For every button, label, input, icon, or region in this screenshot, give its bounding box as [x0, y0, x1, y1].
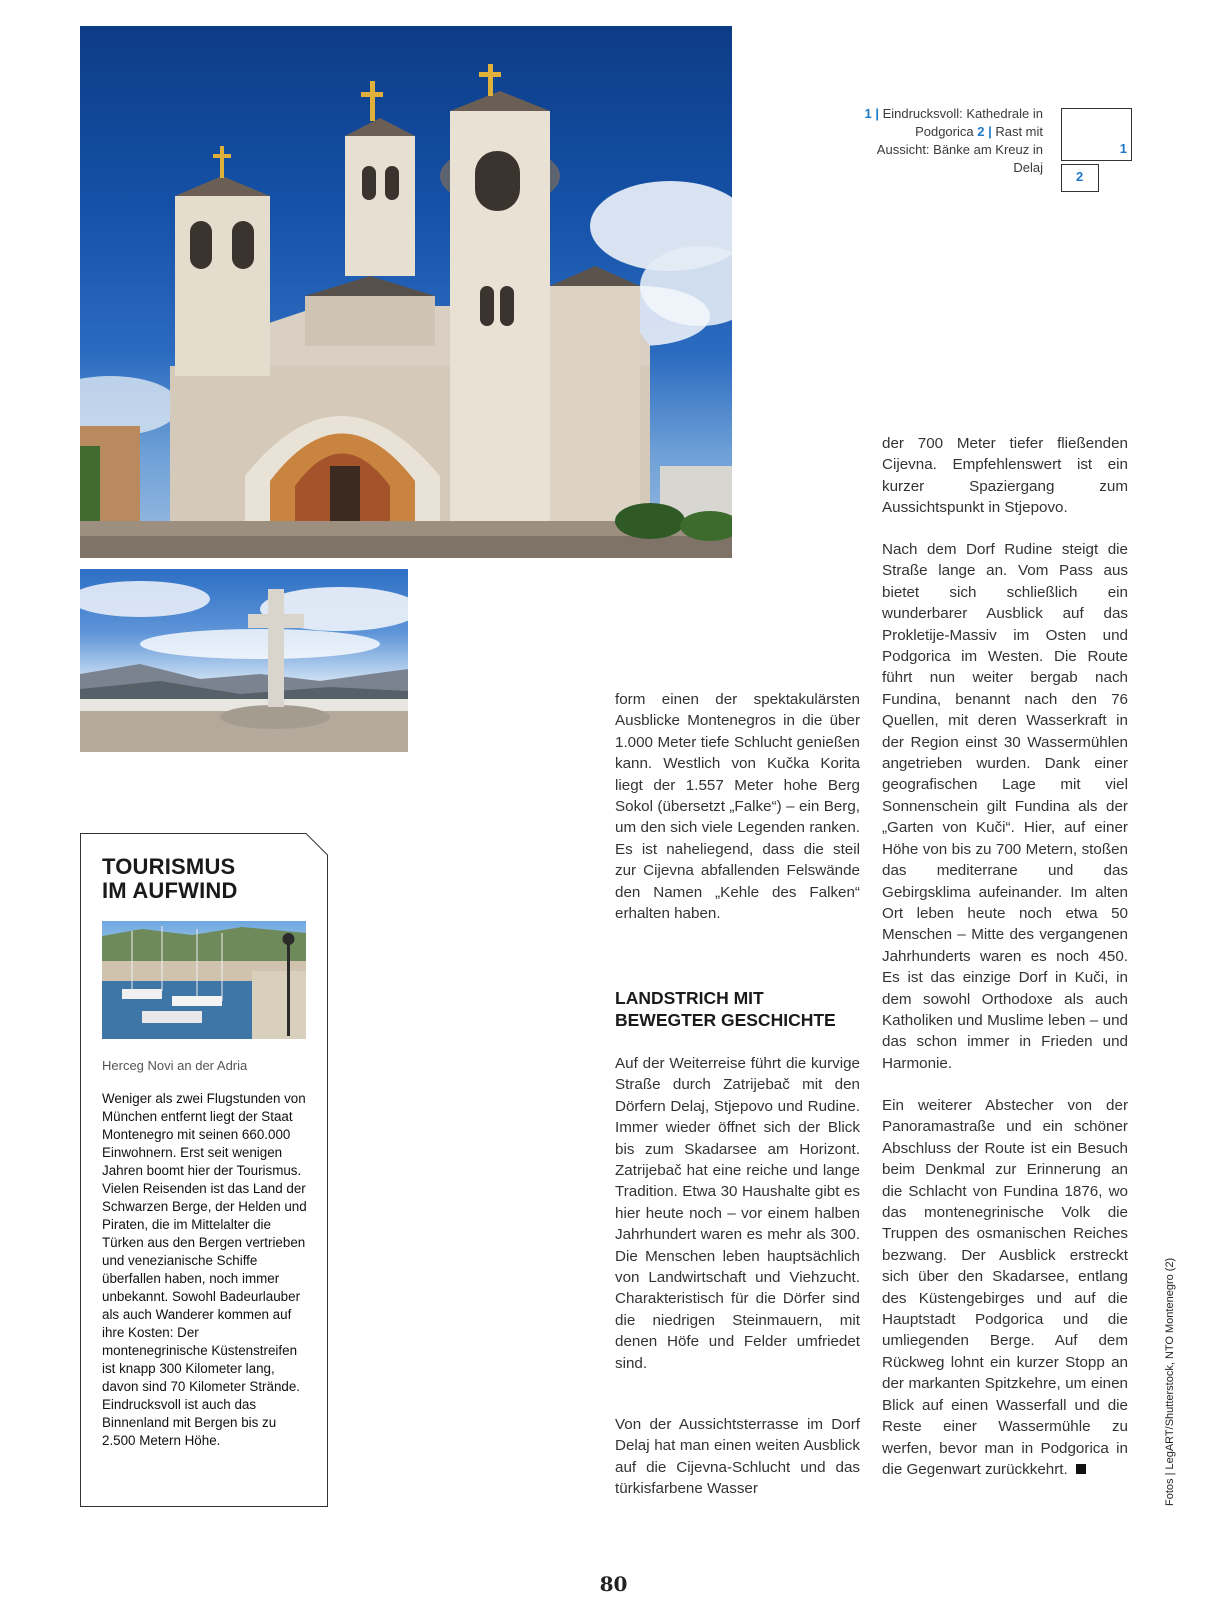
- caption-number-2: 2: [977, 124, 985, 139]
- harbour-photo: [102, 921, 306, 1039]
- right-column-paragraph-3-text: Ein weiterer Abstecher von der Panoramastraße und ein schöner Abschluss der Route ist ein Besuch beim Denkmal zur Erinnerung an die Schlacht von Fundina 1876, wo das montenegrinische Volk die Truppen des osmanischen Reiches bezwang. Der Ausblick erstreckt sich über den Skadarsee, entlang des Küstengebirges und auf die Hauptstadt Podgorica und die umliegenden Berge. Auf dem Rückweg lohnt ein kurzer Stopp an der markanten Spitzkehre, um einen Blick auf einen Wasserfall und die Reste einer Wassermühle zu werfen, bevor man in Podgorica in die Gegenwart zurückkehrt.: [882, 1097, 1128, 1478]
- legend-box-1: [1061, 108, 1132, 161]
- cross-photo: [80, 569, 408, 752]
- caption-separator-2: |: [984, 124, 996, 139]
- caption-number-1: 1: [864, 106, 872, 121]
- photo-credit: Fotos | LegART/Shutterstock, NTO Montenegro (2): [1164, 1257, 1176, 1506]
- legend-label-1: 1: [1119, 141, 1127, 156]
- photo-caption: [860, 105, 1043, 177]
- right-column-paragraph-2: Nach dem Dorf Rudine steigt die Straße lange an. Vom Pass aus bietet sich schließlich ein wunderbarer Ausblick auf das Prokletije-Massiv im Osten und Podgorica im Westen. Die Route führt nun weiter bergab nach Fundina, benannt nach den 76 Quellen, mit deren Wasserkraft in der Region einst 30 Wassermühlen angetrieben wurden. Dank einer geografischen Lage mit viel Sonnenschein gilt Fundina als der „Garten von Kuči“. Hier, auf einer Höhe von bis zu 700 Metern, stoßen das mediterrane und das Gebirgsklima aufeinander. Im alten Ort leben heute noch etwa 50 Menschen – Mitte des vergangenen Jahrhunderts waren es noch 450. Es ist das einzige Dorf in Kuči, in dem sowohl Orthodoxe als auch Katholiken und Muslime leben – und das schon immer in Frieden und Harmonie.: [882, 541, 1128, 1072]
- middle-column-heading: [615, 987, 860, 1031]
- sidebar-title-line-1: TOURISMUS: [102, 854, 236, 879]
- sidebar-body-text: Weniger als zwei Flugstunden von München entfernt liegt der Staat Montenegro mit seinen 660.000 Einwohnern. Erst seit wenigen Jahren boomt hier der Tourismus. Vielen Reisenden ist das Land der Schwarzen Berge, der Helden und Piraten, die im Mittelalter die Türken aus den Bergen vertrieben und venezianische Schiffe überfallen haben, noch immer unbekannt. Sowohl Badeurlauber als auch Wanderer kommen auf ihre Kosten: Der montenegrinische Küstenstreifen ist knapp 300 Kilometer lang, davon sind 70 Kilometer Strände. Eindrucksvoll ist auch das Binnenland mit Bergen bis zu 2.500 Metern Höhe.: [102, 1091, 307, 1448]
- caption-text-2: Rast mit Aussicht: Bänke am Kreuz in Delaj: [876, 124, 1043, 175]
- cathedral-illustration: [80, 26, 732, 558]
- harbour-illustration: [102, 921, 306, 1039]
- middle-column-paragraph-3: Von der Aussichtsterrasse im Dorf Delaj hat man einen weiten Ausblick auf die Cijevna-Schlucht und das türkisfarbene Wasser: [615, 1416, 860, 1498]
- cross-illustration: [80, 569, 408, 752]
- right-column-paragraph-3: [882, 1095, 1128, 1480]
- end-mark-icon: [1076, 1464, 1086, 1474]
- middle-column-paragraph-2: Auf der Weiterreise führt die kurvige Straße durch Zatrijebač mit den Dörfern Delaj, Stjepovo und Rudine. Immer wieder öffnet sich der Blick bis zum Skadarsee am Horizont. Zatrijebač hat eine reiche und lange Tradition. Etwa 30 Haushalte gibt es hier heute noch – vor einem halben Jahrhundert waren es mehr als 300. Die Menschen leben hauptsächlich von Landwirtschaft und Viehzucht. Charakteristisch für die Dörfer sind die niedrigen Steinmauern, mit denen Höfe und Felder umfriedet sind.: [615, 1055, 860, 1372]
- sidebar-title-line-2: IM AUFWIND: [102, 878, 238, 903]
- cathedral-photo: [80, 26, 732, 558]
- heading-line-1: LANDSTRICH MIT: [615, 988, 764, 1008]
- right-column-paragraph-1: der 700 Meter tiefer fließenden Cijevna. Empfehlenswert ist ein kurzer Spaziergang zum Aussichtspunkt in Stjepovo.: [882, 435, 1128, 517]
- legend-label-2: 2: [1076, 169, 1084, 184]
- page-number: 80: [599, 1572, 628, 1596]
- sidebar-photo-caption: Herceg Novi an der Adria: [102, 1058, 248, 1073]
- caption-separator-1: |: [871, 106, 883, 121]
- heading-line-2: BEWEGTER GESCHICHTE: [615, 1010, 836, 1030]
- caption-text-1: Eindrucksvoll: Kathedrale in Podgorica: [882, 106, 1043, 139]
- middle-column-paragraph-1: form einen der spektakulärsten Ausblicke Montenegros in die über 1.000 Meter tiefe Schlucht genießen kann. Westlich von Kučka Korita liegt der 1.557 Meter hohe Berg Sokol (übersetzt „Falke“) – ein Berg, um den sich viele Legenden ranken. Es ist naheliegend, dass die steil zur Cijevna abfallenden Felswände den Namen „Kehle des Falken“ erhalten haben.: [615, 691, 860, 923]
- legend-box-2: [1061, 164, 1099, 192]
- sidebar-title: [102, 855, 238, 903]
